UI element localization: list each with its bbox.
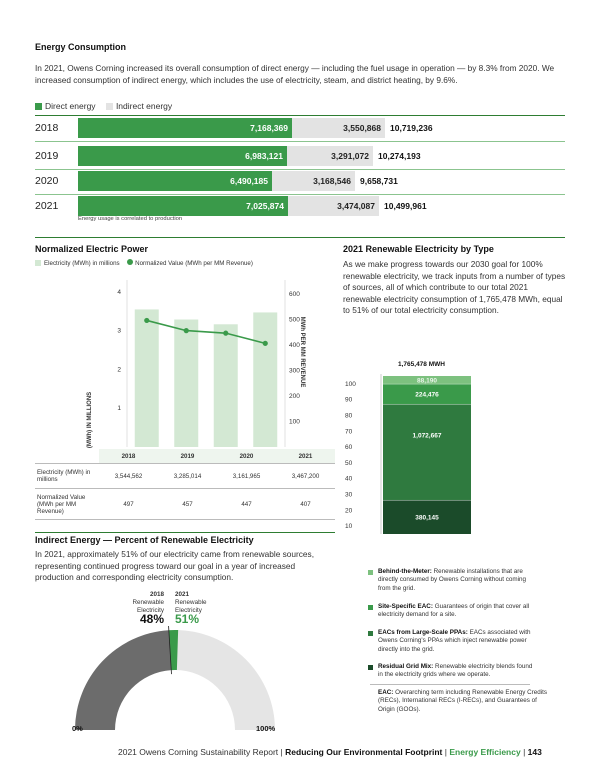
normalized-point	[263, 341, 268, 346]
legend-title: Residual Grid Mix:	[378, 663, 434, 670]
renewable-y-tick: 60	[345, 444, 353, 452]
row-label: Electricity (MWh) in millions	[35, 464, 99, 489]
label-2021-text: Renewable Electricity	[175, 599, 207, 614]
label-2021-year: 2021	[175, 591, 190, 598]
table-cell: 3,544,562	[99, 464, 158, 489]
row-divider	[35, 141, 565, 142]
renewable-y-tick: 10	[345, 523, 353, 531]
normalized-point	[144, 318, 149, 323]
renewable-segment	[383, 404, 471, 500]
renewable-y-tick: 20	[345, 507, 353, 515]
normalized-heading: Normalized Electric Power	[35, 244, 149, 254]
y-right-tick: 500	[289, 316, 300, 324]
gauge-chart	[70, 626, 280, 730]
legend-text: Renewable electricity blends found in the electricity grids where we operate.	[378, 663, 533, 679]
indirect-bar: 3,291,072	[287, 146, 373, 166]
total-label: 10,499,961	[384, 201, 427, 211]
total-label: 10,274,193	[378, 151, 421, 161]
row-label: Normalized Value (MWh per MM Revenue)	[35, 489, 99, 520]
year-cell: 2021	[276, 449, 335, 464]
segment-label: 224,476	[415, 391, 439, 399]
footer-sep: |	[444, 747, 447, 757]
normalized-line	[147, 320, 266, 343]
normalized-table	[35, 449, 335, 520]
segment-label: 1,072,667	[412, 432, 442, 440]
divider	[35, 115, 565, 116]
y-left-tick: 1	[117, 405, 121, 413]
pct-2018: 48%	[139, 612, 164, 626]
legend-text: EACs associated with Owens Corning's PPAs which inject renewable power directly into the grid.	[378, 629, 531, 653]
footer	[118, 747, 542, 757]
legend-item	[378, 603, 538, 620]
indirect-bar: 3,474,087	[288, 196, 379, 216]
year-cell: 2019	[158, 449, 217, 464]
normalized-point	[223, 331, 228, 336]
y-right-label: MWh PER MM REVENUE	[299, 316, 305, 388]
y-right-tick: 200	[289, 393, 300, 401]
footer-page: 143	[527, 747, 542, 757]
electricity-swatch	[35, 260, 41, 266]
table-cell: 3,467,200	[276, 464, 335, 489]
pct-2021: 51%	[175, 612, 200, 626]
table-cell: 407	[276, 489, 335, 520]
label-2018-year: 2018	[149, 591, 164, 598]
y-left-tick: 3	[117, 327, 121, 335]
footer-sep: |	[280, 747, 283, 757]
normalized-legend	[35, 259, 253, 267]
indirect-paragraph: In 2021, approximately 51% of our electricity came from renewable sources, representing continued progress toward our goal in a year of increased production and corresponding electricity consumption.	[35, 549, 314, 582]
footer-subsection: Energy Efficiency	[449, 747, 521, 757]
legend-text: Renewable installations that are directly consumed by Owens Corning without coming from the grid.	[378, 568, 527, 592]
energy-paragraph: In 2021, Owens Corning increased its overall consumption of direct energy — including the fuel usage in operation — by 8.3% from 2020. We increased consumption of indirect energy, which includes the use of electricity, steam, and district heating, by 9.6%.	[35, 63, 555, 85]
indirect-bar: 3,550,868	[292, 118, 385, 138]
table-cell: 457	[158, 489, 217, 520]
y-right-tick: 300	[289, 367, 300, 375]
legend-item	[378, 663, 538, 680]
renewable-y-tick: 30	[345, 491, 353, 499]
renewable-y-tick: 80	[345, 412, 353, 420]
electricity-bar	[135, 309, 159, 447]
direct-bar: 6,490,185	[78, 171, 272, 191]
normalized-point	[184, 328, 189, 333]
renewable-y-tick: 70	[345, 428, 353, 436]
eac-note	[378, 689, 548, 714]
legend-title: Behind-the-Meter:	[378, 568, 432, 575]
year-label: 2021	[35, 200, 59, 212]
legend-title: EACs from Large-Scale PPAs:	[378, 629, 468, 636]
eac-title: EAC:	[378, 689, 394, 696]
legend-indirect: Indirect energy	[115, 101, 173, 111]
legend-title: Site-Specific EAC:	[378, 603, 433, 610]
direct-bar: 7,168,369	[78, 118, 292, 138]
legend-direct: Direct energy	[45, 101, 96, 111]
legend-text: Guarantees of origin that cover all electricity demand for a site.	[378, 603, 530, 619]
row-divider	[35, 194, 565, 195]
year-cell: 2018	[99, 449, 158, 464]
legend-normalized: Normalized Value (MWh per MM Revenue)	[135, 260, 253, 267]
footer-sep: |	[523, 747, 526, 757]
legend-swatch	[368, 570, 373, 575]
renewable-y-tick: 50	[345, 459, 353, 467]
row-divider	[35, 169, 565, 170]
legend-swatch	[368, 631, 373, 636]
y-left-tick: 2	[117, 366, 121, 374]
axis-max: 100%	[256, 724, 276, 733]
renewable-y-tick: 100	[345, 380, 356, 388]
renewable-total: 1,765,478 MWH	[398, 361, 445, 368]
electricity-bar	[214, 324, 238, 447]
legend-item	[378, 629, 538, 654]
label-2018-text: Renewable Electricity	[132, 599, 164, 614]
legend-swatch	[368, 605, 373, 610]
divider	[370, 684, 530, 685]
indirect-bar: 3,168,546	[272, 171, 355, 191]
indirect-heading: Indirect Energy — Percent of Renewable Electricity	[35, 535, 254, 545]
legend-swatch	[368, 665, 373, 670]
energy-heading: Energy Consumption	[35, 42, 127, 52]
table-cell: 3,285,014	[158, 464, 217, 489]
table-corner	[35, 449, 99, 464]
renewable-paragraph: As we make progress towards our 2030 goal for 100% renewable electricity, we track inputs from a number of types of sources, all of which contribute to our total 2021 renewable electricity consumption of 1,765,478 MWh, equal to 51% of our total electricity consumption.	[343, 259, 566, 315]
divider	[35, 237, 565, 238]
y-right-tick: 100	[289, 418, 300, 426]
divider	[35, 532, 335, 533]
direct-swatch	[35, 103, 42, 110]
normalized-chart	[35, 272, 335, 452]
year-label: 2020	[35, 175, 59, 187]
year-cell: 2020	[217, 449, 276, 464]
footer-report: 2021 Owens Corning Sustainability Report	[118, 747, 279, 757]
footer-section: Reducing Our Environmental Footprint	[285, 747, 443, 757]
total-label: 10,719,236	[390, 123, 433, 133]
indirect-swatch	[106, 103, 113, 110]
electricity-bar	[174, 320, 198, 447]
renewable-heading: 2021 Renewable Electricity by Type	[343, 244, 494, 254]
segment-label: 380,145	[415, 514, 439, 522]
table-cell: 447	[217, 489, 276, 520]
eac-text: Overarching term including Renewable Energy Credits (RECs), International RECs (I-RECs), and Guarantees of Origin (GOOs).	[378, 689, 548, 713]
y-right-tick: 400	[289, 342, 300, 350]
direct-bar: 7,025,874	[78, 196, 288, 216]
segment-label: 88,190	[417, 377, 437, 385]
table-cell: 3,161,965	[217, 464, 276, 489]
renewable-stacked-chart	[343, 370, 483, 538]
y-right-tick: 600	[289, 291, 300, 299]
table-cell: 497	[99, 489, 158, 520]
legend-electricity: Electricity (MWh) in millions	[44, 260, 120, 267]
year-label: 2019	[35, 150, 59, 162]
axis-min: 0%	[72, 724, 83, 733]
legend-item	[378, 568, 538, 593]
year-label: 2018	[35, 122, 59, 134]
electricity-bar	[253, 312, 277, 447]
total-label: 9,658,731	[360, 176, 398, 186]
renewable-y-tick: 40	[345, 475, 353, 483]
y-left-tick: 4	[117, 288, 121, 296]
direct-bar: 6,983,121	[78, 146, 287, 166]
y-left-label: (MWh) IN MILLIONS	[87, 391, 93, 449]
normalized-dot-icon	[127, 259, 133, 265]
energy-note: Energy usage is correlated to production	[78, 216, 183, 222]
renewable-y-tick: 90	[345, 396, 353, 404]
energy-legend	[35, 101, 172, 111]
gauge-2018-arc	[75, 630, 171, 730]
